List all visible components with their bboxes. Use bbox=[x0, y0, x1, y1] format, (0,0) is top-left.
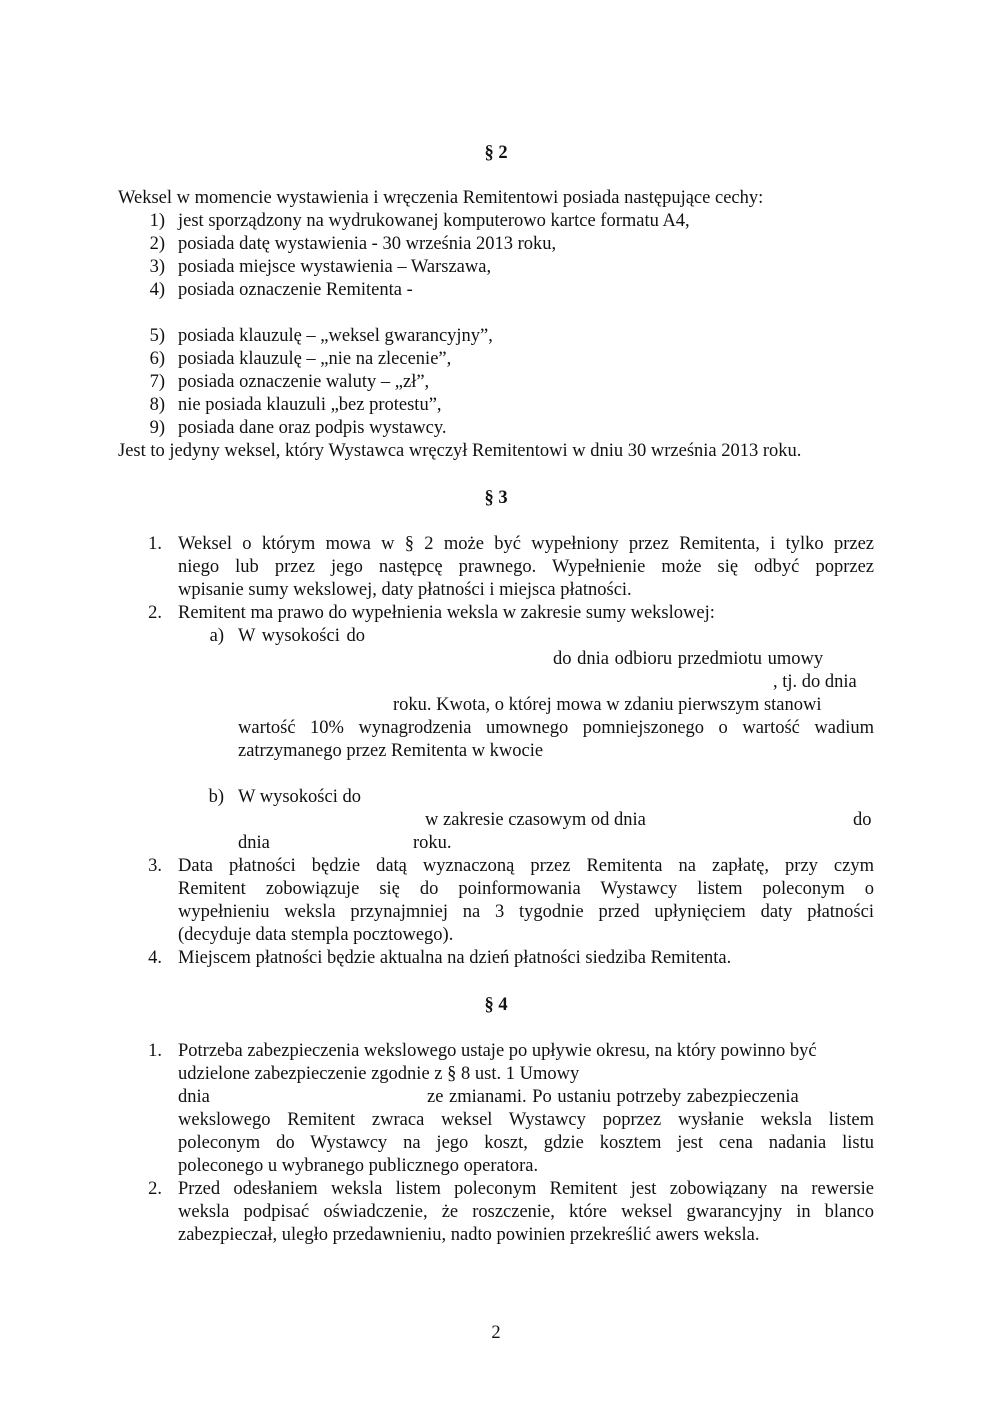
paragraph-line: wekslowego Remitent zwraca weksel Wystawcy poprzez wysłanie weksla listem bbox=[178, 1110, 874, 1130]
section-heading-3: § 3 bbox=[484, 488, 508, 508]
paragraph-line: udzielone zabezpieczenie zgodnie z § 8 ust. 1 Umowy bbox=[178, 1064, 580, 1084]
paragraph-number: 2. bbox=[148, 603, 162, 623]
paragraph-line: weksla podpisać oświadczenie, że roszczenie, które weksel gwarancyjny in blanco bbox=[178, 1202, 874, 1222]
page-number: 2 bbox=[491, 1323, 501, 1343]
paragraph-line: wypełnieniu weksla przynajmniej na 3 tygodnie przed upłynięciem daty płatności bbox=[178, 902, 874, 922]
list-item-number: 5) bbox=[149, 326, 165, 346]
section-2-intro: Weksel w momencie wystawienia i wręczenia Remitentowi posiada następujące cechy: bbox=[118, 188, 764, 208]
paragraph-text: Miejscem płatności będzie aktualna na dzień płatności siedziba Remitenta. bbox=[178, 948, 732, 968]
paragraph-line: dnia bbox=[178, 1087, 210, 1107]
list-item-number: 3) bbox=[149, 257, 165, 277]
list-item-text: posiada datę wystawienia - 30 września 2013 roku, bbox=[178, 234, 557, 254]
paragraph-line: niego lub przez jego następcę prawnego. Wypełnienie może się odbyć poprzez bbox=[178, 557, 874, 577]
list-item-number: 7) bbox=[149, 372, 165, 392]
subitem-letter: a) bbox=[209, 626, 224, 646]
section-2-closing: Jest to jedyny weksel, który Wystawca wręczył Remitentowi w dniu 30 września 2013 roku. bbox=[118, 441, 802, 461]
subitem-b-text: do bbox=[853, 810, 872, 830]
paragraph-line: zabezpieczał, uległo przedawnieniu, nadto powinien przekreślić awers weksla. bbox=[178, 1225, 760, 1245]
list-item-number: 4) bbox=[149, 280, 165, 300]
subitem-a-text: wartość 10% wynagrodzenia umownego pomniejszonego o wartość wadium bbox=[238, 718, 874, 738]
paragraph-line: Data płatności będzie datą wyznaczoną przez Remitenta na zapłatę, przy czym bbox=[178, 856, 874, 876]
section-heading-2: § 2 bbox=[484, 143, 508, 163]
subitem-b-text: roku. bbox=[413, 833, 452, 853]
paragraph-line: Remitent zobowiązuje się do poinformowania Wystawcy listem poleconym o bbox=[178, 879, 874, 899]
paragraph-line: Potrzeba zabezpieczenia wekslowego ustaje po upływie okresu, na który powinno być bbox=[178, 1041, 817, 1061]
paragraph-number: 2. bbox=[148, 1179, 162, 1199]
list-item-text: posiada klauzulę – „weksel gwarancyjny”, bbox=[178, 326, 493, 346]
list-item-number: 8) bbox=[149, 395, 165, 415]
subitem-b-text: dnia bbox=[238, 833, 270, 853]
paragraph-line: wpisanie sumy wekslowej, daty płatności i miejsca płatności. bbox=[178, 580, 632, 600]
paragraph-text: Remitent ma prawo do wypełnienia weksla w zakresie sumy wekslowej: bbox=[178, 603, 715, 623]
list-item-number: 2) bbox=[149, 234, 165, 254]
paragraph-line: poleconym do Wystawcy na jego koszt, gdzie kosztem jest cena nadania listu bbox=[178, 1133, 874, 1153]
list-item-number: 9) bbox=[149, 418, 165, 438]
paragraph-line: Przed odesłaniem weksla listem poleconym Remitent jest zobowiązany na rewersie bbox=[178, 1179, 874, 1199]
paragraph-number: 4. bbox=[148, 948, 162, 968]
list-item-text: posiada klauzulę – „nie na zlecenie”, bbox=[178, 349, 452, 369]
subitem-a-text: W wysokości do bbox=[238, 626, 365, 646]
list-item-number: 1) bbox=[149, 211, 165, 231]
paragraph-line: poleconego u wybranego publicznego operatora. bbox=[178, 1156, 539, 1176]
list-item-text: jest sporządzony na wydrukowanej komputerowo kartce formatu A4, bbox=[178, 211, 690, 231]
list-item-text: posiada oznaczenie Remitenta - bbox=[178, 280, 413, 300]
subitem-letter: b) bbox=[208, 787, 224, 807]
subitem-a-text: zatrzymanego przez Remitenta w kwocie bbox=[238, 741, 544, 761]
paragraph-line: ze zmianami. Po ustaniu potrzeby zabezpieczenia bbox=[427, 1087, 799, 1107]
list-item-text: posiada oznaczenie waluty – „zł”, bbox=[178, 372, 430, 392]
list-item-text: posiada dane oraz podpis wystawcy. bbox=[178, 418, 447, 438]
paragraph-number: 3. bbox=[148, 856, 162, 876]
paragraph-number: 1. bbox=[148, 1041, 162, 1061]
list-item-text: posiada miejsce wystawienia – Warszawa, bbox=[178, 257, 492, 277]
subitem-b-text: W wysokości do bbox=[238, 787, 361, 807]
subitem-b-text: w zakresie czasowym od dnia bbox=[425, 810, 646, 830]
paragraph-line: Weksel o którym mowa w § 2 może być wypełniony przez Remitenta, i tylko przez bbox=[178, 534, 874, 554]
section-heading-4: § 4 bbox=[484, 995, 508, 1015]
subitem-a-text: , tj. do dnia bbox=[773, 672, 857, 692]
list-item-text: nie posiada klauzuli „bez protestu”, bbox=[178, 395, 442, 415]
paragraph-number: 1. bbox=[148, 534, 162, 554]
subitem-a-text: roku. Kwota, o której mowa w zdaniu pierwszym stanowi bbox=[393, 695, 822, 715]
paragraph-line: (decyduje data stempla pocztowego). bbox=[178, 925, 454, 945]
list-item-number: 6) bbox=[149, 349, 165, 369]
subitem-a-text: do dnia odbioru przedmiotu umowy bbox=[553, 649, 824, 669]
